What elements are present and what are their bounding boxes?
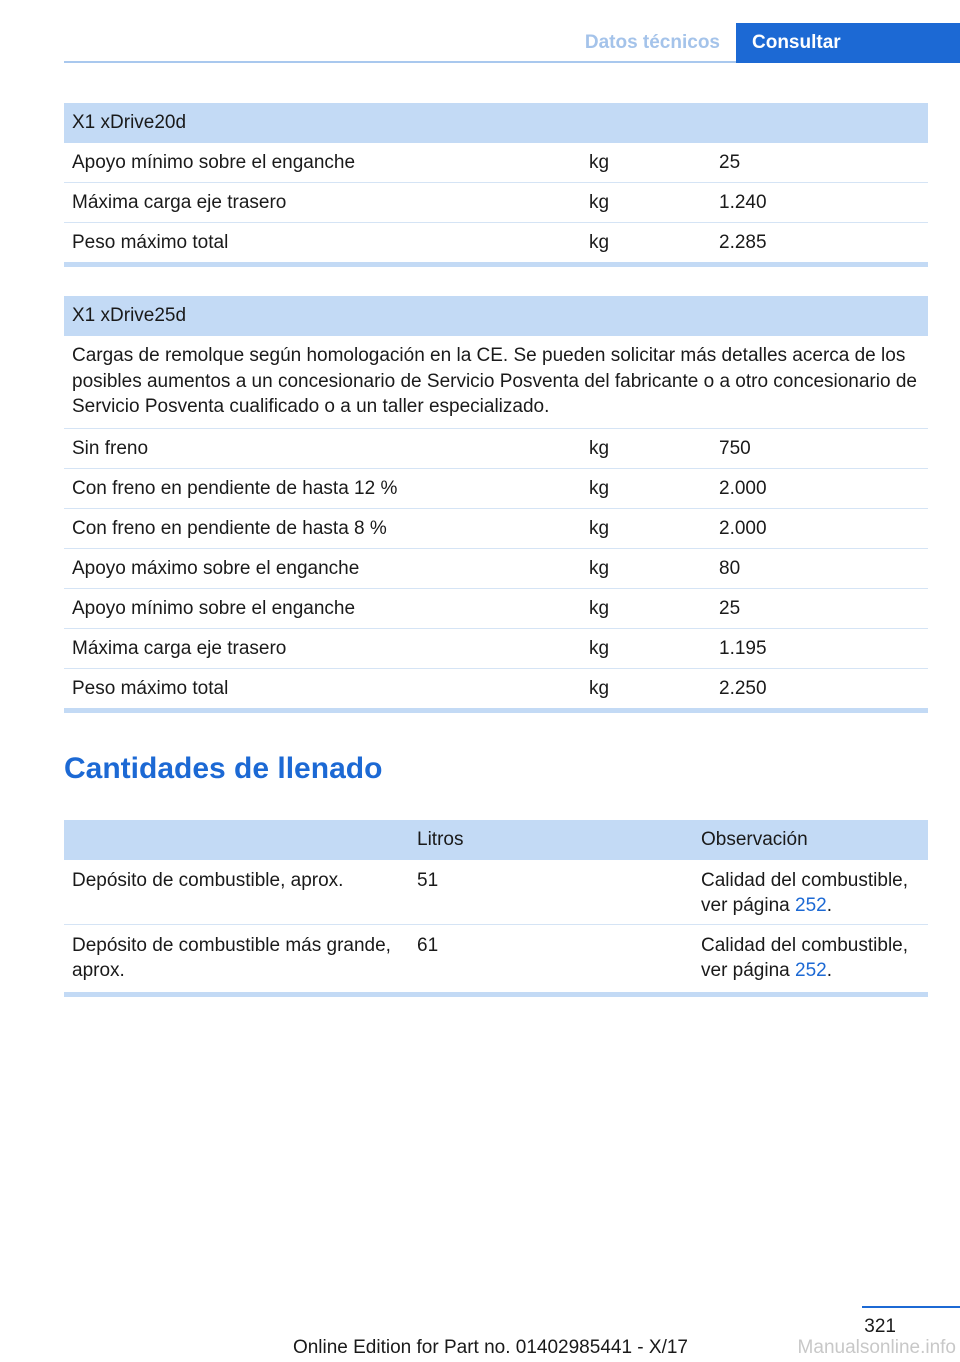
row-value: 25 <box>719 597 741 619</box>
row-value: 1.240 <box>719 192 767 213</box>
row-unit: kg <box>589 517 610 539</box>
nav-active-tab[interactable]: Consultar <box>736 23 960 63</box>
table-row <box>64 588 928 628</box>
table-end-bar <box>64 708 928 713</box>
page-number: 321 <box>864 1316 896 1337</box>
nav-section-link[interactable]: Datos técnicos <box>584 32 720 53</box>
row-label: Peso máximo total <box>72 677 229 699</box>
table-row <box>64 860 928 924</box>
row-value: 2.285 <box>719 232 767 253</box>
row-liters: 51 <box>417 870 439 891</box>
table-fill-quantities <box>64 820 928 997</box>
row-unit: kg <box>589 597 610 619</box>
watermark-text: Manualsonline.info <box>797 1337 956 1358</box>
table-row <box>64 182 928 222</box>
row-value: 2.000 <box>719 517 767 539</box>
row-unit: kg <box>589 152 610 173</box>
row-liters: 61 <box>417 935 439 956</box>
row-observation <box>701 868 926 918</box>
table-row <box>64 628 928 668</box>
header-liters: Litros <box>417 829 464 850</box>
row-unit: kg <box>589 477 610 499</box>
row-label: Máxima carga eje trasero <box>72 192 287 213</box>
row-label: Sin freno <box>72 437 149 459</box>
table-row <box>64 548 928 588</box>
row-label: Con freno en pendiente de hasta 8 % <box>72 517 387 539</box>
table-note: Cargas de remolque según homologación en la CE. Se pueden solicitar más detalles acerca de los posibles aumentos a un concesionario de Servicio Posventa del fabricante o a otro concesionario de Servicio Posventa cualificado o a un taller especializado. <box>72 345 917 417</box>
top-navigation <box>64 23 960 63</box>
table-title: X1 xDrive25d <box>64 296 928 336</box>
row-value: 1.195 <box>719 637 767 659</box>
page-link[interactable]: 252 <box>795 895 827 916</box>
table-title: X1 xDrive20d <box>64 103 928 143</box>
table-x1-xdrive25d <box>64 296 928 713</box>
row-label: Depósito de combustible más grande, aprox. <box>72 935 391 981</box>
observation-text: Calidad del combustible, ver página <box>701 870 909 916</box>
table-header <box>64 820 928 860</box>
row-unit: kg <box>589 677 610 699</box>
row-value: 2.250 <box>719 677 767 699</box>
table-row <box>64 428 928 468</box>
table-end-bar <box>64 992 928 997</box>
row-observation <box>701 933 926 983</box>
row-unit: kg <box>589 637 610 659</box>
row-label: Apoyo máximo sobre el enganche <box>72 557 360 579</box>
header-observation: Observación <box>701 829 808 850</box>
row-value: 80 <box>719 557 741 579</box>
table-row <box>64 508 928 548</box>
row-label: Peso máximo total <box>72 232 229 253</box>
footer-divider <box>862 1306 960 1308</box>
table-row <box>64 468 928 508</box>
edition-text: Online Edition for Part no. 01402985441 - X/17 <box>292 1337 688 1358</box>
row-label: Apoyo mínimo sobre el enganche <box>72 597 356 619</box>
table-row <box>64 222 928 262</box>
table-row <box>64 924 928 992</box>
observation-text: Calidad del combustible, ver página <box>701 935 909 981</box>
row-label: Depósito de combustible, aprox. <box>72 870 344 891</box>
row-label: Con freno en pendiente de hasta 12 % <box>72 477 398 499</box>
table-row <box>64 143 928 182</box>
row-unit: kg <box>589 437 610 459</box>
table-row <box>64 668 928 708</box>
section-heading: Cantidades de llenado <box>64 752 383 785</box>
row-unit: kg <box>589 557 610 579</box>
row-unit: kg <box>589 192 610 213</box>
table-x1-xdrive20d <box>64 103 928 267</box>
row-unit: kg <box>589 232 610 253</box>
table-end-bar <box>64 262 928 267</box>
page-link[interactable]: 252 <box>795 960 827 981</box>
period: . <box>826 895 832 916</box>
period: . <box>826 960 832 981</box>
row-value: 2.000 <box>719 477 767 499</box>
row-label: Máxima carga eje trasero <box>72 637 287 659</box>
row-value: 750 <box>719 437 751 459</box>
row-label: Apoyo mínimo sobre el enganche <box>72 152 356 173</box>
row-value: 25 <box>719 152 741 173</box>
